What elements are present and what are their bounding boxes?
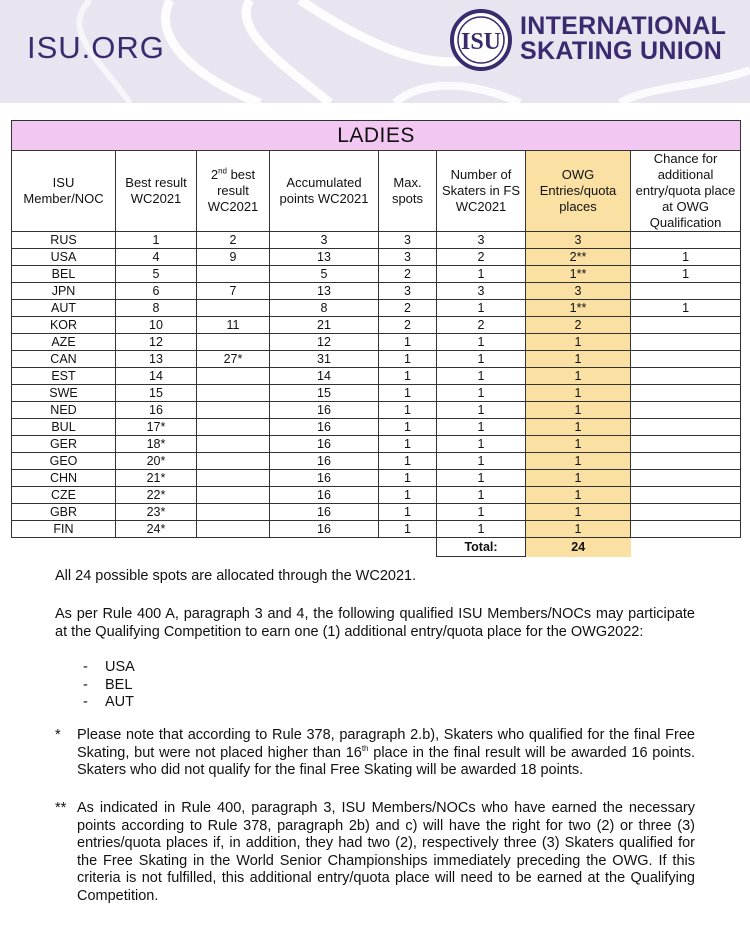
cell-points: 14 — [270, 368, 379, 385]
cell-noc: CAN — [12, 351, 116, 368]
cell-points: 16 — [270, 470, 379, 487]
cell-second — [197, 402, 270, 419]
footnote-mark: ** — [55, 800, 67, 816]
logo-line-1: INTERNATIONAL — [520, 12, 727, 40]
cell-noc: GEO — [12, 453, 116, 470]
cell-max: 1 — [379, 419, 437, 436]
footnote-mark: * — [55, 727, 61, 743]
cell-max: 3 — [379, 232, 437, 249]
table-row — [12, 402, 741, 419]
list-item-label: USA — [105, 659, 135, 675]
column-header: OWG Entries/quota places — [526, 151, 631, 232]
table-row — [12, 317, 741, 334]
site-link[interactable]: ISU.ORG — [27, 30, 165, 65]
cell-points: 21 — [270, 317, 379, 334]
cell-skaters: 1 — [437, 300, 526, 317]
cell-second — [197, 266, 270, 283]
logo-line-2: SKATING UNION — [520, 37, 723, 65]
cell-owg: 1 — [526, 385, 631, 402]
cell-points: 12 — [270, 334, 379, 351]
cell-noc: USA — [12, 249, 116, 266]
cell-skaters: 2 — [437, 317, 526, 334]
isu-logo — [448, 8, 738, 72]
column-header: 2nd best result WC2021 — [197, 151, 270, 232]
footnote-double-star — [55, 800, 695, 905]
cell-chance — [631, 504, 741, 521]
cell-chance: 1 — [631, 266, 741, 283]
allocation-note: All 24 possible spots are allocated through the WC2021. — [55, 568, 417, 584]
cell-skaters: 1 — [437, 453, 526, 470]
cell-max: 1 — [379, 487, 437, 504]
column-header: Chance for additional entry/quota place at OWG Qualification — [631, 151, 741, 232]
table-row — [12, 351, 741, 368]
cell-second — [197, 334, 270, 351]
cell-best: 22* — [116, 487, 197, 504]
cell-noc: GBR — [12, 504, 116, 521]
table-row — [12, 487, 741, 504]
cell-points: 5 — [270, 266, 379, 283]
cell-noc: CZE — [12, 487, 116, 504]
cell-owg: 1** — [526, 300, 631, 317]
cell-points: 15 — [270, 385, 379, 402]
cell-best: 15 — [116, 385, 197, 402]
cell-max: 1 — [379, 521, 437, 538]
table-row — [12, 470, 741, 487]
table-row — [12, 453, 741, 470]
cell-owg: 1 — [526, 521, 631, 538]
cell-best: 12 — [116, 334, 197, 351]
cell-owg: 1 — [526, 368, 631, 385]
cell-chance: 1 — [631, 249, 741, 266]
cell-noc: SWE — [12, 385, 116, 402]
cell-skaters: 1 — [437, 521, 526, 538]
cell-skaters: 1 — [437, 436, 526, 453]
footnote-single-star — [55, 727, 695, 780]
cell-chance — [631, 436, 741, 453]
cell-chance — [631, 351, 741, 368]
cell-second — [197, 470, 270, 487]
cell-owg: 1 — [526, 436, 631, 453]
cell-best: 8 — [116, 300, 197, 317]
cell-noc: NED — [12, 402, 116, 419]
cell-points: 13 — [270, 249, 379, 266]
table-row — [12, 419, 741, 436]
column-header: Accumulated points WC2021 — [270, 151, 379, 232]
cell-second — [197, 504, 270, 521]
cell-owg: 1 — [526, 470, 631, 487]
cell-skaters: 1 — [437, 368, 526, 385]
table-row — [12, 249, 741, 266]
cell-skaters: 1 — [437, 504, 526, 521]
total-value: 24 — [526, 538, 631, 557]
table-row — [12, 266, 741, 283]
cell-owg: 3 — [526, 283, 631, 300]
svg-text:ISU: ISU — [460, 29, 502, 55]
cell-second — [197, 436, 270, 453]
cell-skaters: 1 — [437, 351, 526, 368]
cell-points: 16 — [270, 436, 379, 453]
cell-points: 8 — [270, 300, 379, 317]
qualified-noc-list — [55, 659, 135, 712]
cell-second: 27* — [197, 351, 270, 368]
cell-max: 2 — [379, 300, 437, 317]
cell-points: 16 — [270, 419, 379, 436]
table-row — [12, 504, 741, 521]
cell-best: 18* — [116, 436, 197, 453]
cell-skaters: 3 — [437, 232, 526, 249]
cell-points: 16 — [270, 453, 379, 470]
list-item — [55, 694, 135, 712]
cell-best: 5 — [116, 266, 197, 283]
cell-max: 1 — [379, 453, 437, 470]
table-row — [12, 334, 741, 351]
cell-owg: 1 — [526, 419, 631, 436]
column-header: Best result WC2021 — [116, 151, 197, 232]
list-item — [55, 659, 135, 677]
cell-chance — [631, 232, 741, 249]
cell-max: 1 — [379, 368, 437, 385]
cell-max: 1 — [379, 436, 437, 453]
cell-best: 4 — [116, 249, 197, 266]
cell-chance — [631, 317, 741, 334]
cell-second — [197, 300, 270, 317]
cell-noc: JPN — [12, 283, 116, 300]
table-row — [12, 385, 741, 402]
cell-best: 23* — [116, 504, 197, 521]
column-header: Max. spots — [379, 151, 437, 232]
cell-skaters: 3 — [437, 283, 526, 300]
cell-second — [197, 368, 270, 385]
cell-chance — [631, 419, 741, 436]
cell-chance: 1 — [631, 300, 741, 317]
cell-chance — [631, 470, 741, 487]
cell-noc: FIN — [12, 521, 116, 538]
cell-second — [197, 419, 270, 436]
cell-second — [197, 385, 270, 402]
cell-max: 1 — [379, 402, 437, 419]
cell-second: 9 — [197, 249, 270, 266]
cell-noc: EST — [12, 368, 116, 385]
cell-max: 3 — [379, 249, 437, 266]
cell-max: 1 — [379, 334, 437, 351]
cell-second — [197, 453, 270, 470]
cell-noc: RUS — [12, 232, 116, 249]
cell-best: 17* — [116, 419, 197, 436]
cell-second — [197, 521, 270, 538]
cell-skaters: 1 — [437, 334, 526, 351]
rule-400-note: As per Rule 400 A, paragraph 3 and 4, the following qualified ISU Members/NOCs may participate at the Qualifying Competition to earn one (1) additional entry/quota place for the OWG2022: — [55, 606, 695, 640]
column-header: Number of Skaters in FS WC2021 — [437, 151, 526, 232]
isu-logo-icon — [448, 8, 514, 72]
footnote-text: As indicated in Rule 400, paragraph 3, ISU Members/NOCs who have earned the necessary points according to Rule 378, paragraph 2b) and c) will have the right for two (2) or three (3) entries/quota places if, in addition, they had two (2), respectively three (3) Skaters qualified for the Free Skating in the World Senior Championships immediately preceding the OWG. If this criteria is not fulfilled, this additional entry/quota place will need to be earned at the Qualifying Competition. — [77, 800, 695, 904]
cell-skaters: 1 — [437, 487, 526, 504]
cell-noc: CHN — [12, 470, 116, 487]
cell-points: 16 — [270, 402, 379, 419]
cell-points: 31 — [270, 351, 379, 368]
cell-chance — [631, 402, 741, 419]
list-item-label: AUT — [105, 694, 134, 710]
list-dash: - — [83, 694, 88, 710]
cell-owg: 1** — [526, 266, 631, 283]
cell-points: 16 — [270, 521, 379, 538]
cell-skaters: 1 — [437, 419, 526, 436]
cell-chance — [631, 283, 741, 300]
cell-chance — [631, 334, 741, 351]
cell-owg: 3 — [526, 232, 631, 249]
cell-best: 16 — [116, 402, 197, 419]
cell-best: 10 — [116, 317, 197, 334]
cell-points: 16 — [270, 504, 379, 521]
cell-best: 6 — [116, 283, 197, 300]
table-title: LADIES — [12, 121, 741, 151]
cell-second: 11 — [197, 317, 270, 334]
cell-noc: GER — [12, 436, 116, 453]
cell-skaters: 1 — [437, 385, 526, 402]
ladies-table — [11, 120, 741, 557]
cell-owg: 2** — [526, 249, 631, 266]
table-row — [12, 232, 741, 249]
cell-owg: 1 — [526, 504, 631, 521]
cell-noc: BUL — [12, 419, 116, 436]
cell-second: 7 — [197, 283, 270, 300]
cell-max: 1 — [379, 351, 437, 368]
cell-chance — [631, 368, 741, 385]
cell-chance — [631, 521, 741, 538]
cell-owg: 1 — [526, 487, 631, 504]
cell-max: 2 — [379, 317, 437, 334]
cell-noc: KOR — [12, 317, 116, 334]
cell-max: 1 — [379, 504, 437, 521]
cell-max: 1 — [379, 470, 437, 487]
cell-skaters: 2 — [437, 249, 526, 266]
column-header: ISU Member/NOC — [12, 151, 116, 232]
cell-points: 16 — [270, 487, 379, 504]
cell-owg: 1 — [526, 334, 631, 351]
cell-points: 3 — [270, 232, 379, 249]
footnote-text: Please note that according to Rule 378, paragraph 2.b), Skaters who qualified for the final Free Skating, but were not placed higher than 16th place in the final result will be awarded 16 points. Skaters who did not qualify for the final Free Skating will be awarded 18 points. — [77, 727, 695, 778]
cell-owg: 1 — [526, 402, 631, 419]
cell-noc: AZE — [12, 334, 116, 351]
cell-owg: 1 — [526, 351, 631, 368]
cell-second: 2 — [197, 232, 270, 249]
cell-second — [197, 487, 270, 504]
cell-best: 20* — [116, 453, 197, 470]
cell-best: 24* — [116, 521, 197, 538]
table-row — [12, 368, 741, 385]
cell-chance — [631, 385, 741, 402]
cell-skaters: 1 — [437, 402, 526, 419]
total-label: Total: — [437, 538, 526, 557]
cell-max: 3 — [379, 283, 437, 300]
cell-chance — [631, 487, 741, 504]
table-row — [12, 283, 741, 300]
cell-noc: AUT — [12, 300, 116, 317]
cell-noc: BEL — [12, 266, 116, 283]
cell-best: 13 — [116, 351, 197, 368]
page-header — [0, 0, 750, 103]
table-row — [12, 300, 741, 317]
list-dash: - — [83, 676, 88, 693]
cell-skaters: 1 — [437, 266, 526, 283]
cell-max: 2 — [379, 266, 437, 283]
cell-best: 21* — [116, 470, 197, 487]
cell-best: 1 — [116, 232, 197, 249]
cell-owg: 1 — [526, 453, 631, 470]
cell-owg: 2 — [526, 317, 631, 334]
table-row — [12, 436, 741, 453]
cell-max: 1 — [379, 385, 437, 402]
cell-chance — [631, 453, 741, 470]
table-row — [12, 521, 741, 538]
list-dash: - — [83, 659, 88, 675]
list-item — [55, 677, 135, 695]
cell-points: 13 — [270, 283, 379, 300]
cell-best: 14 — [116, 368, 197, 385]
list-item-label: BEL — [105, 676, 133, 693]
cell-skaters: 1 — [437, 470, 526, 487]
